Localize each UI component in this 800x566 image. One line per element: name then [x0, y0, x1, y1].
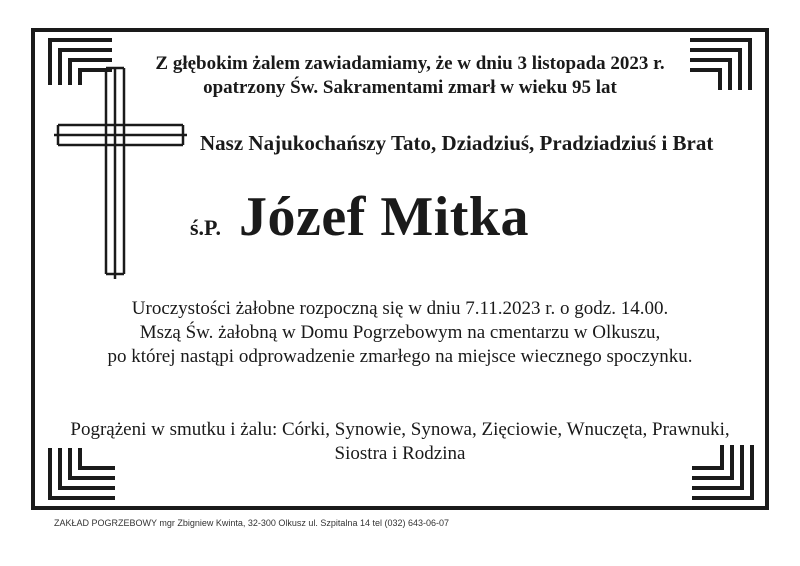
- ceremony-line-2: Mszą Św. żałobną w Domu Pogrzebowym na cmentarzu w Olkuszu,: [139, 322, 661, 343]
- ceremony-line-1: Uroczystości żałobne rozpoczną się w dniu 7.11.2023 r. o godz. 14.00.: [131, 298, 669, 319]
- ceremony-line-3: po której nastąpi odprowadzenie zmarłego na miejsce wiecznego spoczynku.: [107, 346, 693, 367]
- intro-line-1: Z głębokim żalem zawiadamiamy, że w dniu 3 listopada 2023 r.: [155, 53, 665, 74]
- relation-line: Nasz Najukochańszy Tato, Dziadziuś, Pradziadziuś i Brat: [200, 131, 714, 155]
- mourners-line-2: Siostra i Rodzina: [334, 443, 466, 464]
- deceased-name-row: [190, 185, 529, 249]
- mourners-line-1: Pogrążeni w smutku i żalu: Córki, Synowie, Synowa, Zięciowie, Wnuczęta, Prawnuki,: [70, 419, 730, 440]
- deceased-name: Józef Mitka: [238, 186, 530, 248]
- intro-line-2: opatrzony Św. Sakramentami zmarł w wieku 95 lat: [203, 77, 617, 98]
- funeral-home-footer: ZAKŁAD POGRZEBOWY mgr Zbigniew Kwinta, 32-300 Olkusz ul. Szpitalna 14 tel (032) 643-06-07: [54, 518, 450, 528]
- name-prefix: ś.P.: [190, 215, 221, 240]
